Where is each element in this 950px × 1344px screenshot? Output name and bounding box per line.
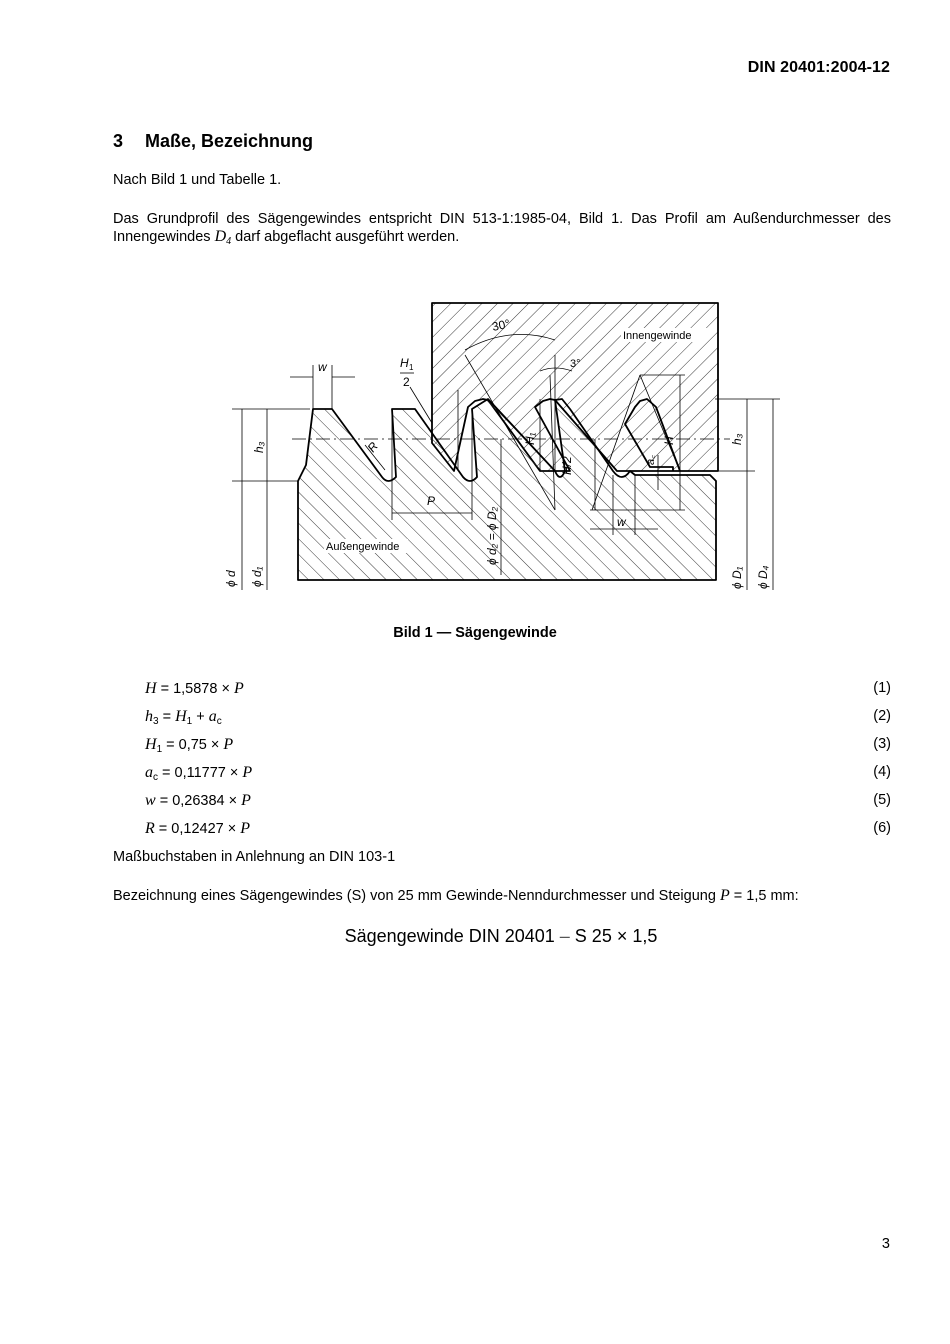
formula-row: [145, 736, 891, 764]
formula-expression: w = 0,26384 × P: [145, 792, 251, 809]
paragraph-profile: [113, 210, 891, 246]
page-number: 3: [881, 1236, 890, 1252]
h3-left-label: h₃: [252, 441, 266, 453]
designation-dash: –: [559, 926, 570, 946]
D1-label: ϕ D₁: [730, 566, 744, 589]
formula-row: [145, 764, 891, 792]
r-label: R: [364, 439, 381, 455]
designation-intro: [113, 887, 799, 905]
section-title-text: Maße, Bezeichnung: [145, 131, 314, 151]
formula-expression: $h_3 = H_1 + a_c$: [145, 708, 222, 727]
w-bottom-label: w: [617, 515, 626, 529]
paragraph-reference: Nach Bild 1 und Tabelle 1.: [113, 172, 282, 188]
h3-right-label: h₃: [730, 433, 744, 445]
h1-fraction-sub: 1: [409, 363, 414, 372]
formula-number: (6): [873, 820, 891, 836]
formula-expression: $a_c = 0,11777 \times P$: [145, 764, 253, 783]
d2-label: ϕ d₂ = ϕ D₂: [485, 506, 499, 565]
d-label: ϕ d: [224, 570, 238, 587]
symbols-note: Maßbuchstaben in Anlehnung an DIN 103-1: [113, 849, 396, 865]
designation-example: [0, 926, 950, 947]
formula-row: [145, 792, 891, 820]
designation-part1: Sägengewinde DIN 20401: [344, 926, 560, 946]
d1-label: ϕ d₁: [250, 566, 264, 587]
aussengewinde-label: Außengewinde: [326, 541, 400, 553]
designation-intro-text-end: = 1,5 mm:: [729, 888, 799, 904]
designation-intro-var: P: [719, 887, 730, 904]
formula-list: [145, 680, 891, 848]
paragraph-profile-text-end: darf abgeflacht ausgeführt werden.: [231, 229, 460, 245]
designation-intro-text: Bezeichnung eines Sägengewindes (S) von 25 mm Gewinde-Nenndurchmesser und Steigung: [113, 888, 720, 904]
document-id-header: DIN 20401:2004-12: [747, 59, 890, 76]
angle-3-label: 3°: [570, 358, 581, 370]
figure-caption: Bild 1 — Sägengewinde: [393, 625, 557, 641]
thread-profile-figure: [210, 295, 800, 605]
formula-number: (2): [873, 708, 891, 724]
p-label: P: [427, 494, 436, 508]
w-top-label: w: [318, 360, 327, 374]
formula-expression: R = 0,12427 × P: [145, 820, 251, 837]
innengewinde-label: Innengewinde: [623, 330, 692, 342]
formula-row: [145, 708, 891, 736]
formula-number: (1): [873, 680, 891, 696]
var-D4-sub: 4: [226, 236, 232, 247]
h-half-label: H/2: [560, 456, 574, 475]
formula-expression: $H_1 = 0,75 \times P$: [145, 736, 234, 755]
h1-fraction-denominator: 2: [403, 375, 410, 389]
thread-profile-drawing: [210, 295, 800, 605]
formula-number: (4): [873, 764, 891, 780]
section-number: 3: [113, 131, 124, 151]
var-D4-letter: D: [214, 228, 227, 245]
formula-number: (3): [873, 736, 891, 752]
formula-expression: H = 1,5878 × P: [145, 680, 244, 697]
ac-label: a꜀: [645, 455, 657, 465]
h1-fraction-numerator: H: [400, 356, 409, 370]
h1-label: H₁: [523, 432, 537, 445]
formula-number: (5): [873, 792, 891, 808]
paragraph-profile-text: Das Grundprofil des Sägengewindes entspricht DIN 513-1:1985-04, Bild 1. Das Profil am Außendurchmesser des Innengewindes: [113, 211, 891, 245]
section-heading: [113, 131, 313, 152]
designation-part2: S 25 × 1,5: [569, 926, 658, 946]
angle-30-label: 30°: [490, 316, 512, 334]
var-D4: [215, 228, 232, 245]
formula-row: [145, 820, 891, 848]
D4-label: ϕ D₄: [756, 565, 770, 589]
h-label: H: [662, 436, 676, 445]
formula-row: [145, 680, 891, 708]
